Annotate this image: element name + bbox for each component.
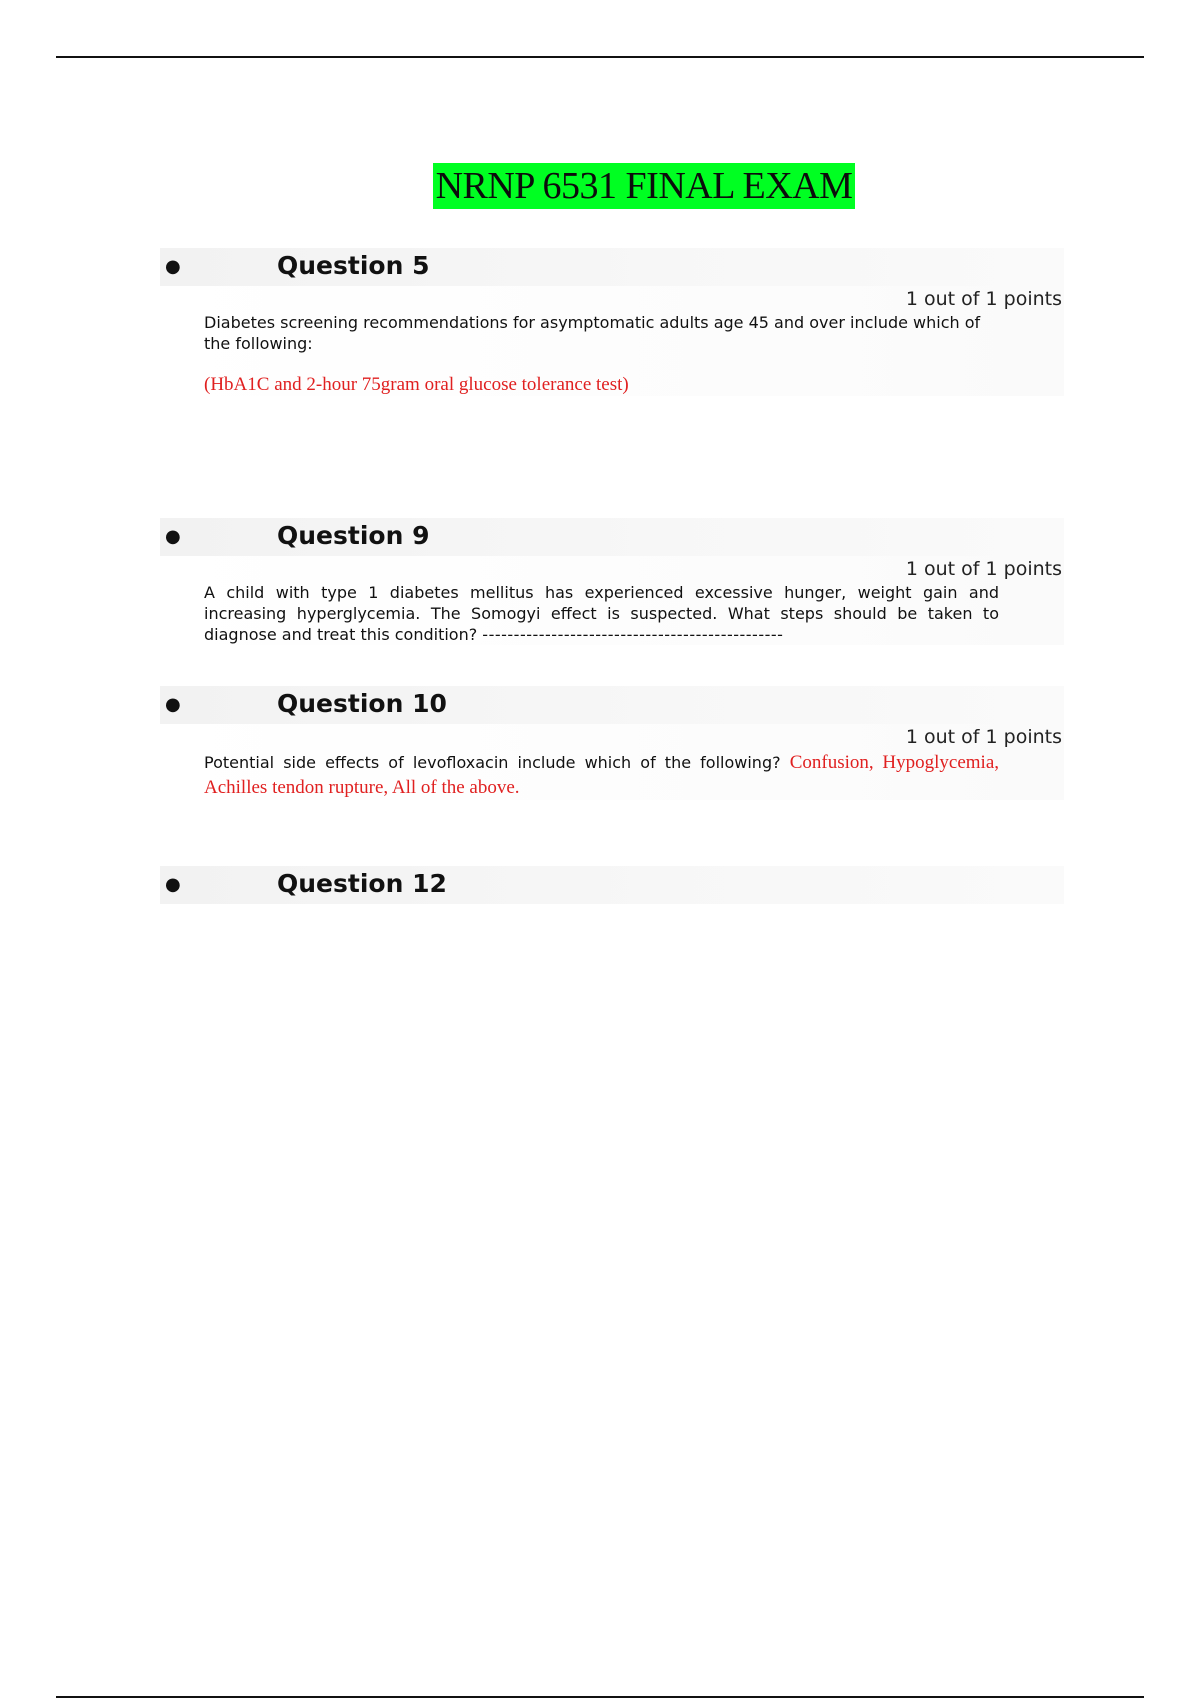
question-label: Question 5 bbox=[277, 251, 430, 280]
question-answer: (HbA1C and 2-hour 75gram oral glucose tolerance test) bbox=[204, 374, 629, 395]
question-points: 1 out of 1 points bbox=[905, 288, 1062, 310]
question-block bbox=[160, 248, 1064, 396]
question-points: 1 out of 1 points bbox=[905, 726, 1062, 748]
bullet-icon: ● bbox=[165, 256, 181, 277]
bullet-icon: ● bbox=[165, 694, 181, 715]
question-body bbox=[160, 556, 1064, 645]
question-header bbox=[160, 518, 1064, 556]
question-header bbox=[160, 248, 1064, 286]
bottom-rule bbox=[56, 1696, 1144, 1698]
question-text-wrap bbox=[204, 750, 999, 800]
question-points: 1 out of 1 points bbox=[905, 558, 1062, 580]
question-text: Potential side effects of levofloxacin include which of the following? bbox=[204, 753, 781, 772]
question-block bbox=[160, 866, 1064, 904]
question-answer: Confusion, Hypoglycemia, Achilles tendon rupture, All of the above. bbox=[204, 752, 999, 798]
bullet-icon: ● bbox=[165, 874, 181, 895]
question-text-wrap bbox=[204, 582, 999, 645]
question-label: Question 9 bbox=[277, 521, 430, 550]
question-text: A child with type 1 diabetes mellitus has experienced excessive hunger, weight gain and increasing hyperglycemia. The Somogyi effect is suspected. What steps should be taken to diagnose and treat this condition? bbox=[204, 583, 999, 644]
question-header bbox=[160, 686, 1064, 724]
question-header bbox=[160, 866, 1064, 904]
question-body bbox=[160, 286, 1064, 396]
question-block bbox=[160, 518, 1064, 645]
answer-blank: ------------------------------------------------ bbox=[482, 625, 784, 644]
page-title: NRNP 6531 FINAL EXAM bbox=[433, 163, 856, 209]
bullet-icon: ● bbox=[165, 526, 181, 547]
question-body bbox=[160, 724, 1064, 800]
question-text: Diabetes screening recommendations for asymptomatic adults age 45 and over include which of the following: bbox=[204, 313, 981, 353]
title-wrap bbox=[0, 163, 1200, 209]
question-label: Question 12 bbox=[277, 869, 447, 898]
top-rule bbox=[56, 56, 1144, 58]
question-block bbox=[160, 686, 1064, 800]
question-label: Question 10 bbox=[277, 689, 447, 718]
